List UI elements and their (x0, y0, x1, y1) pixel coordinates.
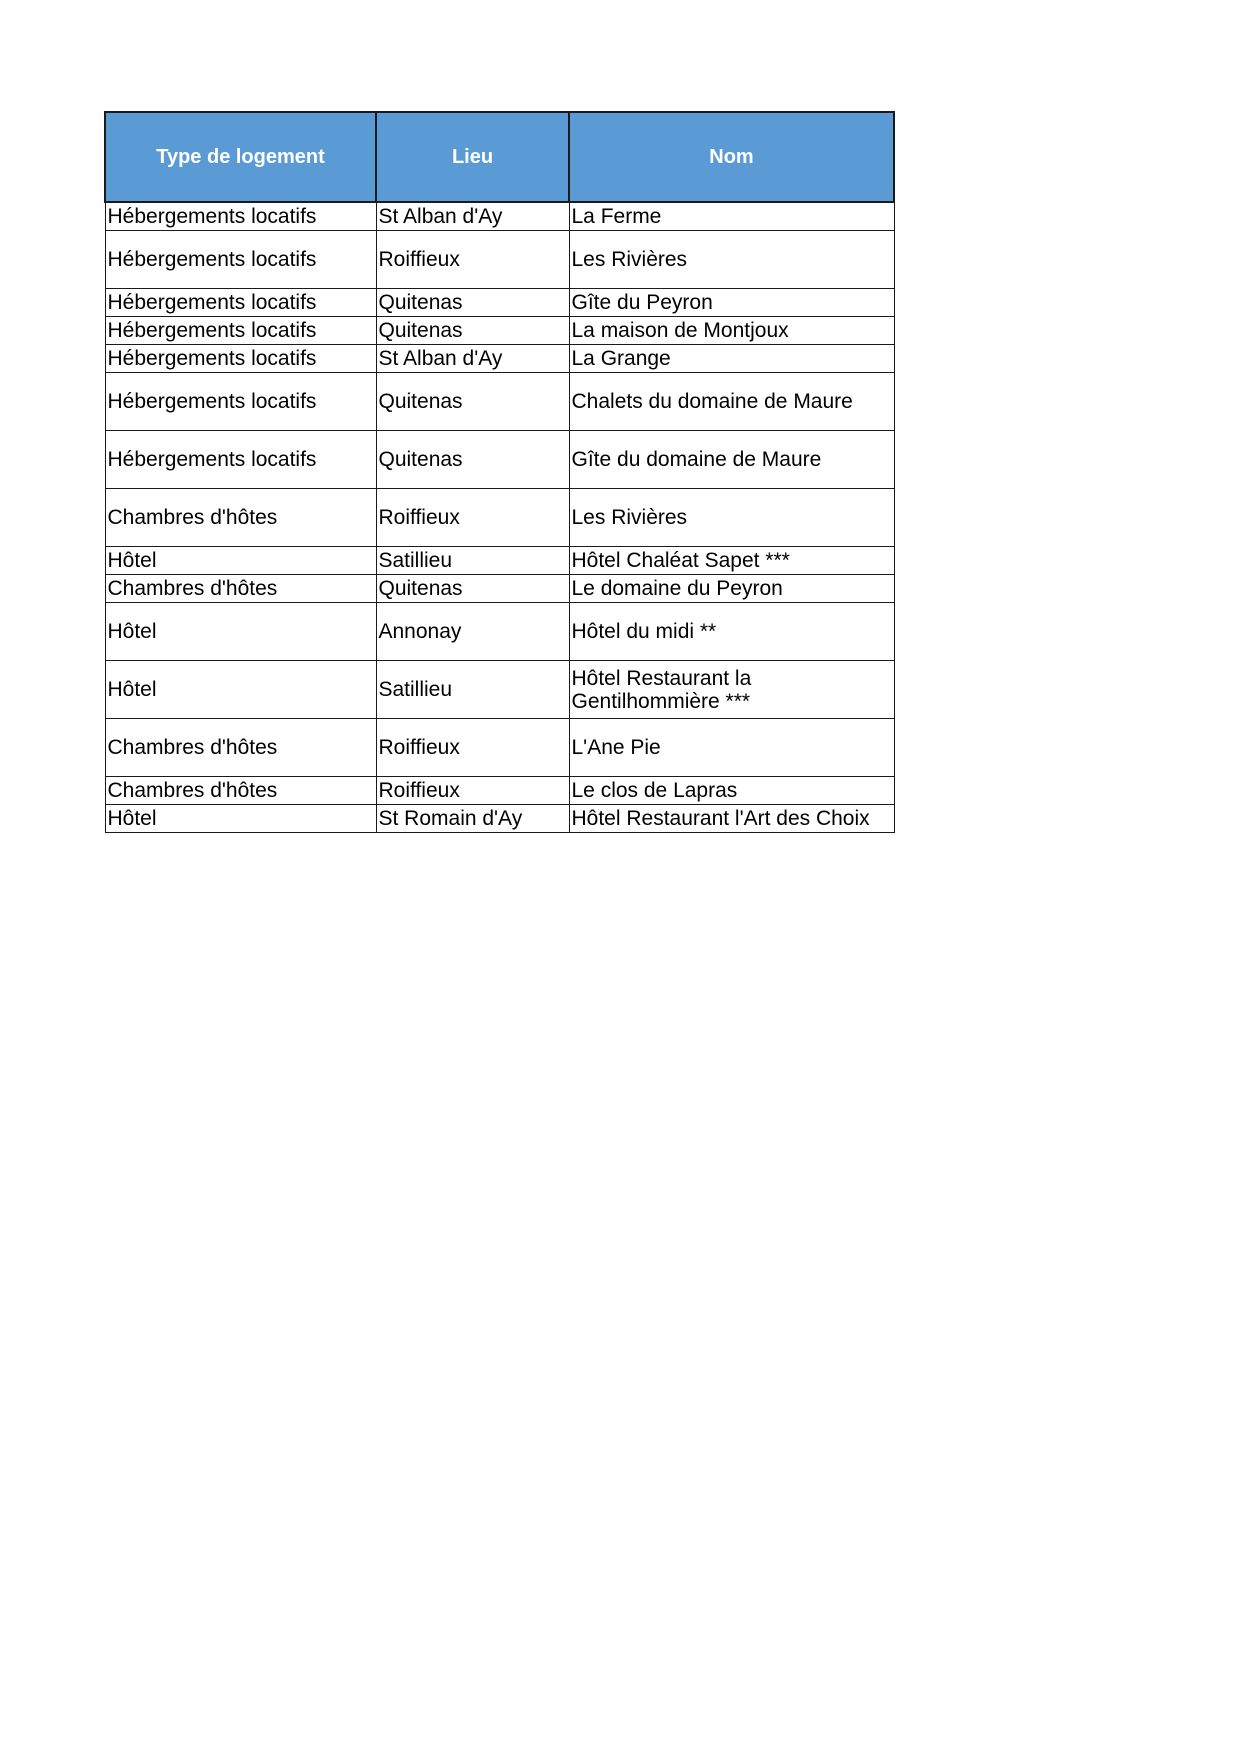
cell-nom: La maison de Montjoux (569, 317, 894, 345)
cell-type: Hébergements locatifs (105, 202, 376, 231)
table-row (105, 547, 894, 575)
cell-nom: La Grange (569, 345, 894, 373)
cell-nom: Hôtel Chaléat Sapet *** (569, 547, 894, 575)
table-row (105, 805, 894, 833)
cell-type: Chambres d'hôtes (105, 489, 376, 547)
cell-lieu: Quitenas (376, 575, 569, 603)
cell-lieu: Satillieu (376, 661, 569, 719)
cell-lieu: St Alban d'Ay (376, 202, 569, 231)
cell-nom: Gîte du Peyron (569, 289, 894, 317)
cell-nom: Hôtel Restaurant la Gentilhommière *** (569, 661, 894, 719)
table-row (105, 431, 894, 489)
cell-type: Hébergements locatifs (105, 345, 376, 373)
accommodation-table (104, 111, 895, 833)
cell-type: Hébergements locatifs (105, 231, 376, 289)
table-row (105, 603, 894, 661)
cell-nom: Le clos de Lapras (569, 777, 894, 805)
cell-lieu: Quitenas (376, 431, 569, 489)
table-row (105, 373, 894, 431)
table-row (105, 317, 894, 345)
cell-lieu: St Alban d'Ay (376, 345, 569, 373)
table-row (105, 777, 894, 805)
header-row (105, 112, 894, 202)
cell-lieu: Roiffieux (376, 489, 569, 547)
cell-type: Chambres d'hôtes (105, 719, 376, 777)
cell-nom: Gîte du domaine de Maure (569, 431, 894, 489)
cell-lieu: Quitenas (376, 317, 569, 345)
table-row (105, 661, 894, 719)
cell-lieu: Roiffieux (376, 719, 569, 777)
header-lieu: Lieu (376, 112, 569, 202)
cell-lieu: Annonay (376, 603, 569, 661)
cell-type: Chambres d'hôtes (105, 575, 376, 603)
cell-nom: Chalets du domaine de Maure (569, 373, 894, 431)
cell-type: Hébergements locatifs (105, 431, 376, 489)
table-row (105, 231, 894, 289)
cell-type: Hôtel (105, 661, 376, 719)
cell-type: Hôtel (105, 547, 376, 575)
header-type: Type de logement (105, 112, 376, 202)
cell-nom: La Ferme (569, 202, 894, 231)
cell-nom: L'Ane Pie (569, 719, 894, 777)
cell-nom: Hôtel du midi ** (569, 603, 894, 661)
table-row (105, 202, 894, 231)
cell-type: Chambres d'hôtes (105, 777, 376, 805)
table-row (105, 719, 894, 777)
table-row (105, 575, 894, 603)
cell-type: Hébergements locatifs (105, 317, 376, 345)
cell-type: Hôtel (105, 603, 376, 661)
cell-lieu: Quitenas (376, 289, 569, 317)
cell-type: Hôtel (105, 805, 376, 833)
cell-lieu: St Romain d'Ay (376, 805, 569, 833)
cell-lieu: Roiffieux (376, 777, 569, 805)
cell-type: Hébergements locatifs (105, 373, 376, 431)
table-body (105, 202, 894, 833)
cell-type: Hébergements locatifs (105, 289, 376, 317)
table-row (105, 289, 894, 317)
cell-lieu: Roiffieux (376, 231, 569, 289)
table-row (105, 489, 894, 547)
cell-nom: Les Rivières (569, 231, 894, 289)
header-nom: Nom (569, 112, 894, 202)
cell-lieu: Quitenas (376, 373, 569, 431)
cell-lieu: Satillieu (376, 547, 569, 575)
cell-nom: Les Rivières (569, 489, 894, 547)
cell-nom: Hôtel Restaurant l'Art des Choix (569, 805, 894, 833)
cell-nom: Le domaine du Peyron (569, 575, 894, 603)
table-row (105, 345, 894, 373)
